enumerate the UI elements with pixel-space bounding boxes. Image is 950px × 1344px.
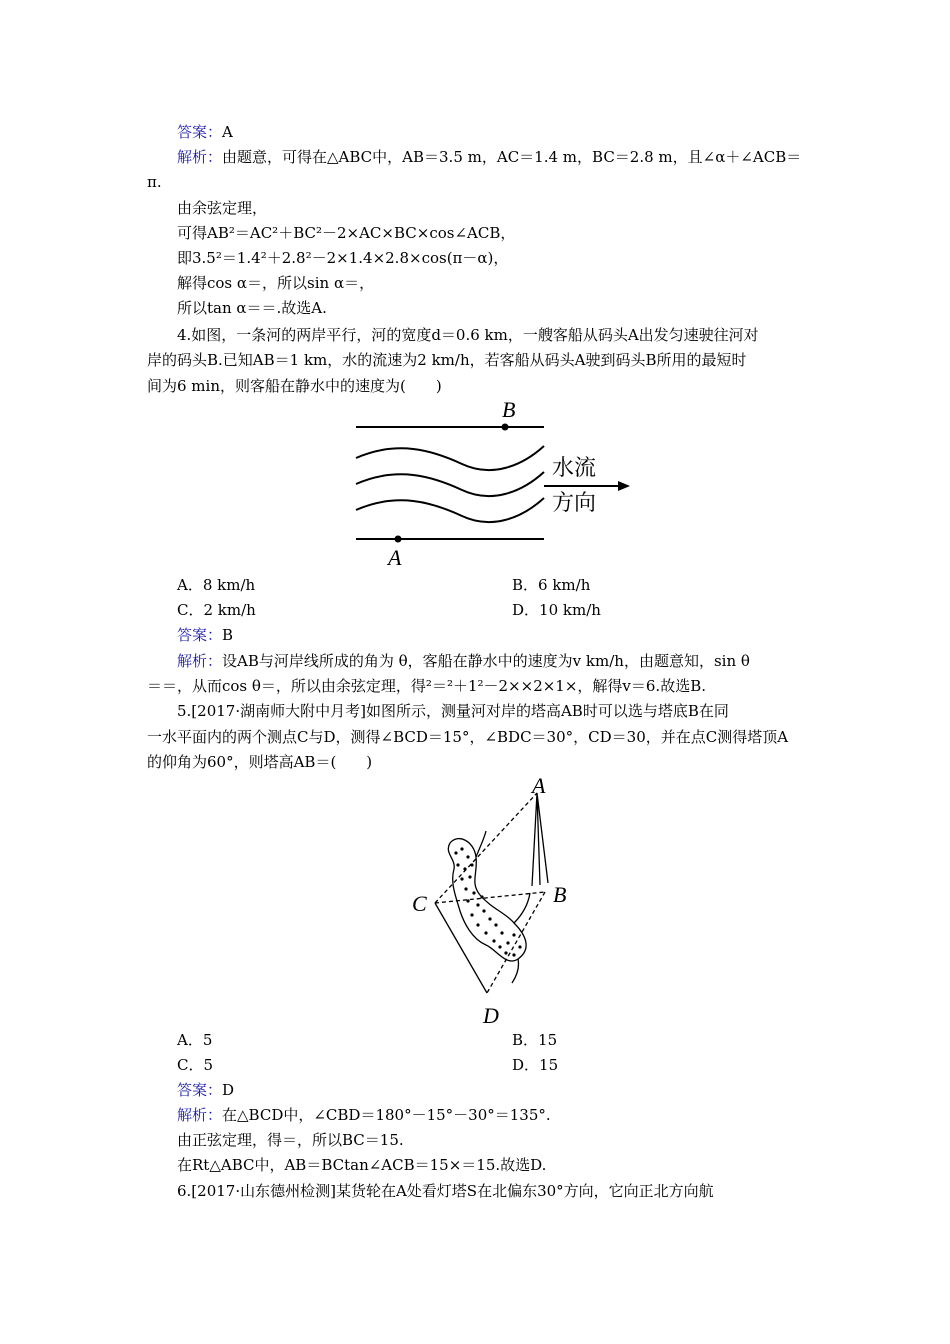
q5-stem-line-1: 5.[2017·湖南师大附中月考]如图所示，测量河对岸的塔高AB时可以选与塔底B在同 (177, 702, 729, 720)
answer-value: A (222, 123, 233, 141)
line-bd (487, 892, 545, 993)
analysis-label: 解析： (177, 1106, 223, 1124)
line-cd (435, 903, 487, 993)
q5-analysis-line-1 (177, 1105, 551, 1125)
q4-option-c: C．2 km/h (177, 601, 256, 619)
answer-value: B (222, 626, 234, 644)
flow-arrow-head (618, 481, 630, 491)
q3-analysis-line-1 (177, 147, 801, 167)
label-b: B (502, 398, 516, 422)
flow-label-water: 水流 (552, 456, 597, 481)
q4-analysis-line-1 (177, 651, 750, 671)
q4-stem-line-1: 4.如图，一条河的两岸平行，河的宽度d＝0.6 km，一艘客船从码头A出发匀速驶往河对 (177, 326, 759, 344)
analysis-label: 解析： (177, 148, 223, 166)
label-a: A (532, 773, 546, 798)
analysis-text: 由题意，可得在△ABC中，AB＝3.5 m，AC＝1.4 m，BC＝2.8 m，且∠α＋∠ACB＝ (222, 148, 802, 166)
water-wave-2 (356, 472, 544, 496)
tower-body (532, 793, 548, 886)
point-b-dot (502, 424, 509, 431)
river-outline (448, 839, 526, 961)
q6-stem-line-1: 6.[2017·山东德州检测]某货轮在A处看灯塔S在北偏东30°方向，它向正北方向航 (177, 1182, 714, 1200)
water-wave-1 (356, 446, 544, 470)
q3-analysis-line-4: 可得AB²＝AC²＋BC²－2×AC×BC×cos∠ACB， (177, 224, 516, 242)
q5-stem-line-2: 一水平面内的两个测点C与D，测得∠BCD＝15°，∠BDC＝30°，CD＝30，并在点C测得塔顶A (147, 728, 789, 746)
water-wave-3 (356, 498, 544, 522)
sightline-ca (435, 793, 537, 903)
q5-stem-line-3: 的仰角为60°，则塔高AB＝( ) (147, 753, 373, 771)
q3-answer-line (177, 122, 233, 142)
point-a-dot (395, 536, 402, 543)
q5-option-c: C．5 (177, 1056, 214, 1074)
q4-analysis-line-2: ＝＝，从而cos θ＝，所以由余弦定理，得²＝²＋1²－2××2×1×，解得v＝6.故选B. (147, 677, 706, 695)
label-a: A (388, 545, 402, 570)
q5-option-b: B．15 (512, 1031, 558, 1049)
q3-analysis-line-5: 即3.5²＝1.4²＋2.8²－2×1.4×2.8×cos(π－α)， (177, 249, 509, 267)
q5-analysis-line-2: 由正弦定理，得＝，所以BC＝15. (177, 1131, 404, 1149)
label-c: C (412, 891, 427, 916)
q3-analysis-line-7: 所以tan α＝＝.故选A. (177, 299, 327, 317)
answer-label: 答案： (177, 626, 223, 644)
q3-analysis-line-2: π. (147, 173, 162, 191)
analysis-label: 解析： (177, 652, 223, 670)
label-b: B (553, 882, 567, 907)
q4-stem-line-3: 间为6 min，则客船在静水中的速度为( ) (147, 377, 442, 395)
q5-answer-line (177, 1080, 234, 1100)
q4-option-d: D．10 km/h (512, 601, 601, 619)
tower-figure (410, 773, 580, 1025)
answer-value: D (222, 1081, 235, 1099)
q4-stem-line-2: 岸的码头B.已知AB＝1 km，水的流速为2 km/h，若客船从码头A驶到码头B所用的最短时 (147, 351, 747, 369)
analysis-text: 在△BCD中，∠CBD＝180°－15°－30°＝135°. (222, 1106, 551, 1124)
q5-option-a: A．5 (177, 1031, 213, 1049)
river-figure (352, 398, 637, 570)
q4-option-b: B．6 km/h (512, 576, 591, 594)
label-d: D (483, 1003, 499, 1025)
q5-option-d: D．15 (512, 1056, 559, 1074)
answer-label: 答案： (177, 123, 223, 141)
q4-option-a: A．8 km/h (177, 576, 256, 594)
answer-label: 答案： (177, 1081, 223, 1099)
analysis-text: 设AB与河岸线所成的角为 θ，客船在静水中的速度为v km/h，由题意知，sin θ (222, 652, 750, 670)
q3-analysis-line-3: 由余弦定理， (177, 199, 268, 217)
river-bank-lines (476, 831, 530, 983)
flow-label-direction: 方向 (552, 491, 597, 516)
q3-analysis-line-6: 解得cos α＝，所以sin α＝， (177, 274, 375, 292)
q5-analysis-line-3: 在Rt△ABC中，AB＝BCtan∠ACB＝15×＝15.故选D. (177, 1156, 547, 1174)
q4-answer-line (177, 625, 233, 645)
